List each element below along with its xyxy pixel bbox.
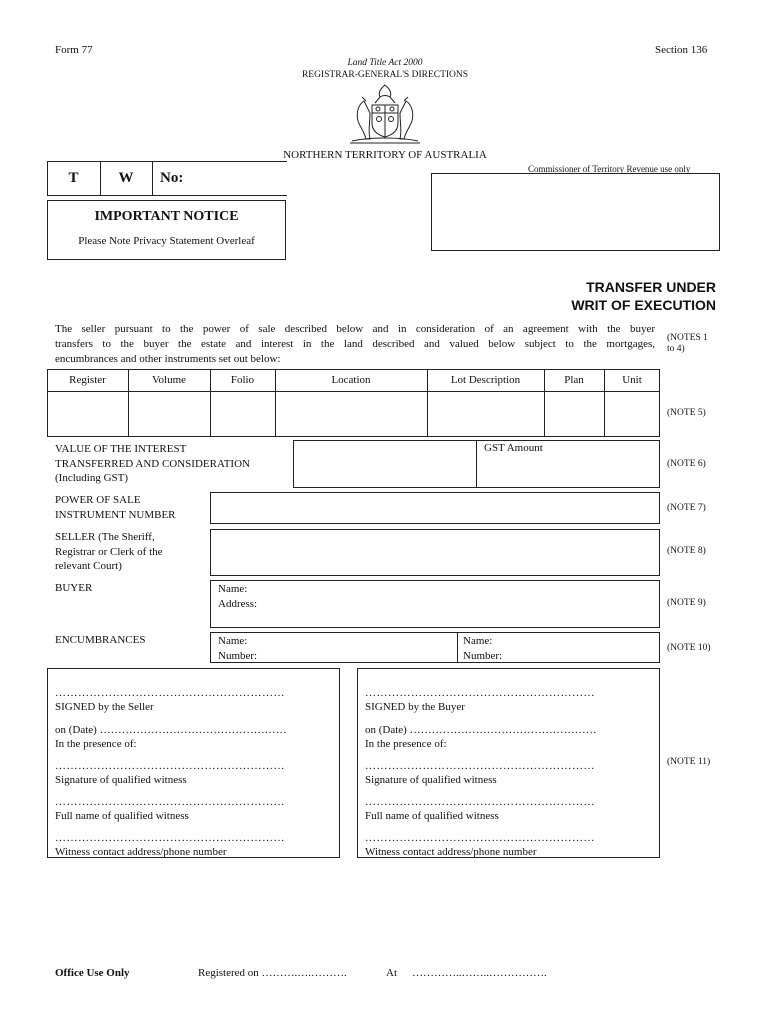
cell-location[interactable] [276,392,427,436]
signed-by-buyer: SIGNED by the Buyer [365,701,465,713]
note-7: (NOTE 7) [667,503,706,513]
col-plan: Plan [564,374,584,386]
col-register: Register [69,374,106,386]
buyer-presence: In the presence of: [365,738,447,750]
title-line-2: WRIT OF EXECUTION [571,297,716,313]
buyer-name-label: Name: [218,583,248,595]
seller-label-line3: relevant Court) [55,560,122,572]
col-volume: Volume [151,374,187,386]
office-use-only: Office Use Only [55,967,130,979]
encumbrance-1-name-label: Name: [218,635,248,647]
value-label-line1: VALUE OF THE INTEREST [55,443,187,455]
encumbrances-field[interactable] [210,632,660,663]
note-1-4 [667,333,708,355]
buyer-date: on (Date) …………………………………………… [365,724,597,736]
col-lot-description: Lot Description [450,374,521,386]
buyer-witness-name-dots: …………………………………………………… [365,796,595,808]
buyer-address-label: Address: [218,598,258,610]
form-title [571,278,716,314]
note-8: (NOTE 8) [667,546,706,556]
intro-line-2: transfers to the buyer the estate and interest in the land described and valued below subject to the mortgages, [55,338,655,350]
territory-name: NORTHERN TERRITORY OF AUSTRALIA [283,149,487,161]
buyer-witness-signature: Signature of qualified witness [365,774,497,786]
act-title: Land Title Act 2000 [347,58,423,68]
section-number: Section 136 [655,44,708,56]
buyer-witness-contact: Witness contact address/phone number [365,846,537,858]
seller-label [55,530,163,574]
seller-sign-dots: …………………………………………………… [55,687,285,699]
note-1-4-line2: to 4) [667,344,685,354]
seller-witness-signature: Signature of qualified witness [55,774,187,786]
buyer-field[interactable] [210,580,660,628]
seller-witness-name: Full name of qualified witness [55,810,189,822]
seller-witness-contact-dots: …………………………………………………… [55,832,285,844]
power-of-sale-field[interactable] [210,492,660,524]
buyer-witness-contact-dots: …………………………………………………… [365,832,595,844]
note-10: (NOTE 10) [667,643,711,653]
power-label-line1: POWER OF SALE [55,494,141,506]
cell-volume[interactable] [129,392,210,436]
note-1-4-line1: (NOTES 1 [667,333,708,343]
buyer-sign-dots: …………………………………………………… [365,687,595,699]
seller-presence: In the presence of: [55,738,137,750]
commissioner-label: Commissioner of Territory Revenue use only [528,164,691,174]
seller-witness-contact: Witness contact address/phone number [55,846,227,858]
at-field[interactable]: …………..……..……………. [412,967,547,979]
col-location: Location [331,374,371,386]
seller-field[interactable] [210,529,660,576]
encumbrances-label: ENCUMBRANCES [55,634,146,646]
note-5: (NOTE 5) [667,408,706,418]
encumbrance-2-name-label: Name: [463,635,493,647]
signed-by-seller: SIGNED by the Seller [55,701,154,713]
seller-witness-name-dots: …………………………………………………… [55,796,285,808]
cell-lot-description[interactable] [428,392,544,436]
notice-title: IMPORTANT NOTICE [94,209,239,224]
note-6: (NOTE 6) [667,459,706,469]
notice-text: Please Note Privacy Statement Overleaf [78,235,255,247]
note-11: (NOTE 11) [667,757,711,767]
form-number: Form 77 [55,44,93,56]
encumbrance-2 [463,634,502,664]
no-label: No: [160,170,184,186]
intro-paragraph [55,322,655,367]
intro-line-1: The seller pursuant to the power of sale described below and in consideration of an agreement with the buyer [55,323,655,335]
buyer-witness-name: Full name of qualified witness [365,810,499,822]
seller-label-line2: Registrar or Clerk of the [55,545,163,558]
seller-label-line1: SELLER (The Sheriff, [55,531,155,543]
power-of-sale-label [55,493,176,522]
encumbrance-2-number-label: Number: [463,650,503,662]
cell-folio[interactable] [211,392,275,436]
seller-witness-sig-dots: …………………………………………………… [55,760,285,772]
commissioner-box[interactable] [431,173,720,251]
registered-on[interactable]: Registered on ……….….………. [198,967,347,979]
w-label: W [118,170,134,186]
value-label-line2: TRANSFERRED AND CONSIDERATION [55,457,250,470]
seller-date: on (Date) …………………………………………… [55,724,287,736]
encumbrance-1-number-label: Number: [218,650,258,662]
cell-plan[interactable] [545,392,604,436]
seller-signature-block [55,686,287,859]
value-label [55,442,250,486]
value-label-line3: (Including GST) [55,472,129,484]
buyer-field-labels [218,582,257,612]
encumbrance-1 [218,634,257,664]
power-label-line2: INSTRUMENT NUMBER [55,508,176,521]
col-folio: Folio [230,374,255,386]
note-9: (NOTE 9) [667,598,706,608]
title-line-1: TRANSFER UNDER [586,279,716,295]
buyer-label: BUYER [55,582,93,594]
col-unit: Unit [622,374,642,386]
t-label: T [68,170,79,186]
intro-line-3: encumbrances and other instruments set out below: [55,353,281,365]
coat-of-arms-icon [340,83,430,147]
registrar-directions: REGISTRAR-GENERAL'S DIRECTIONS [301,70,469,80]
buyer-witness-sig-dots: …………………………………………………… [365,760,595,772]
gst-amount-label: GST Amount [484,442,543,454]
buyer-signature-block [365,686,597,859]
cell-register[interactable] [48,392,128,436]
at-label: At [386,967,397,979]
cell-unit[interactable] [605,392,659,436]
